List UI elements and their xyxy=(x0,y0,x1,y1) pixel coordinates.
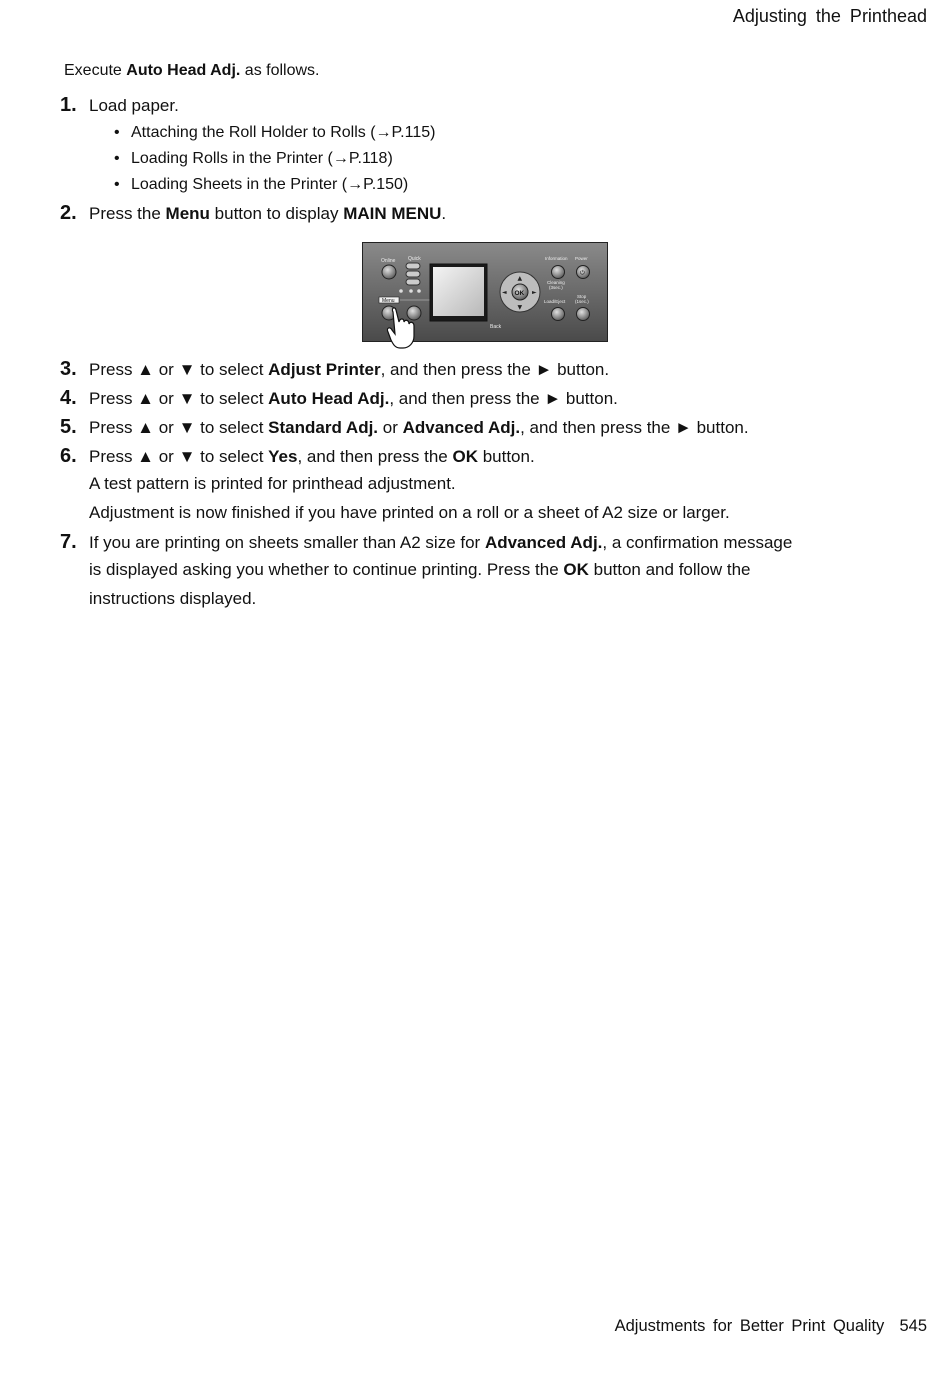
status-lamp xyxy=(409,289,413,293)
step-text: , and then press the xyxy=(297,447,453,466)
step-3 xyxy=(60,358,609,381)
online-label: Online xyxy=(381,258,396,264)
arrow-up-icon: ▲ xyxy=(517,275,523,282)
page-footer xyxy=(615,1317,927,1336)
quick-button-1[interactable] xyxy=(406,263,420,269)
step-text: button to display xyxy=(209,204,344,223)
bullet-icon: • xyxy=(114,176,120,193)
power-label: Power xyxy=(575,256,588,261)
step-6-note: A test pattern is printed for printhead adjustment. xyxy=(89,474,456,493)
list-item-text: Loading Sheets in the Printer (→P.150) xyxy=(131,176,409,193)
step-1 xyxy=(60,94,179,117)
step-bold: Yes xyxy=(268,447,298,466)
list-item-text: Loading Rolls in the Printer (→P.118) xyxy=(131,150,393,167)
step-bold: OK xyxy=(563,560,589,579)
list-item xyxy=(114,150,393,168)
stop-button[interactable] xyxy=(577,308,590,321)
load-eject-button[interactable] xyxy=(552,308,565,321)
stop-label: Stop xyxy=(577,294,587,299)
intro-pre: Execute xyxy=(64,62,127,79)
status-lamp xyxy=(399,289,403,293)
step-text: is displayed asking you whether to continue printing. Press the xyxy=(89,560,564,579)
intro-text xyxy=(64,62,319,80)
step-6 xyxy=(60,445,535,468)
step-bold: Standard Adj. xyxy=(268,418,379,437)
step-text: Load paper. xyxy=(89,96,179,115)
step-bold: MAIN MENU xyxy=(343,204,442,223)
menu-label: Menu xyxy=(382,298,395,304)
step-bold: Auto Head Adj. xyxy=(268,389,390,408)
page-header-title: Adjusting the Printhead xyxy=(732,6,927,26)
step-text: , and then press the ► button. xyxy=(520,418,749,437)
back-button[interactable] xyxy=(407,306,421,320)
cleaning-label: Cleaning xyxy=(547,280,565,285)
status-lamp xyxy=(417,289,421,293)
bullet-icon: • xyxy=(114,150,120,167)
step-7-continuation xyxy=(89,560,751,580)
intro-post: as follows. xyxy=(240,62,320,79)
step-4 xyxy=(60,387,618,410)
step-2 xyxy=(60,202,446,225)
step-bold: Menu xyxy=(165,204,210,223)
stop-sub-label: (1sec.) xyxy=(575,299,589,304)
step-text: , and then press the ► button. xyxy=(389,389,618,408)
quick-button-3[interactable] xyxy=(406,279,420,285)
list-item xyxy=(114,124,435,142)
step-text: , a confirmation message xyxy=(602,533,793,552)
step-number: 5. xyxy=(60,416,77,438)
page-number: 545 xyxy=(899,1317,927,1335)
arrow-right-icon: ► xyxy=(532,289,537,296)
bullet-icon: • xyxy=(114,124,120,141)
control-panel-illustration xyxy=(362,242,608,342)
step-text: Press ▲ or ▼ to select xyxy=(89,447,269,466)
step-bold: Advanced Adj. xyxy=(402,418,521,437)
step-5 xyxy=(60,416,749,439)
ok-label: OK xyxy=(514,290,525,297)
information-button[interactable] xyxy=(552,266,565,279)
step-text: button and follow the xyxy=(588,560,751,579)
step-text: Press ▲ or ▼ to select xyxy=(89,360,269,379)
step-7-continuation: instructions displayed. xyxy=(89,589,257,608)
step-text: Press the xyxy=(89,204,166,223)
list-item-text: Attaching the Roll Holder to Rolls (→P.115) xyxy=(131,124,436,141)
information-label: Information xyxy=(545,256,568,261)
list-item xyxy=(114,176,408,194)
load-eject-label: Load/Eject xyxy=(544,299,566,304)
step-bold: OK xyxy=(452,447,478,466)
step-number: 4. xyxy=(60,387,77,409)
step-text: Press ▲ or ▼ to select xyxy=(89,418,269,437)
intro-bold: Auto Head Adj. xyxy=(126,62,241,79)
step-text: button. xyxy=(477,447,535,466)
step-text: or xyxy=(378,418,403,437)
step-number: 6. xyxy=(60,445,77,467)
step-number: 1. xyxy=(60,94,77,116)
step-text: , and then press the ► button. xyxy=(380,360,610,379)
footer-section-title: Adjustments for Better Print Quality xyxy=(614,1317,885,1335)
step-7 xyxy=(60,531,792,554)
step-number: 7. xyxy=(60,531,77,553)
cleaning-sub-label: (3sec.) xyxy=(549,285,563,290)
step-text: Press ▲ or ▼ to select xyxy=(89,389,269,408)
online-button[interactable] xyxy=(382,265,396,279)
arrow-down-icon: ▼ xyxy=(517,304,523,311)
control-panel-svg xyxy=(362,242,608,352)
step-text: . xyxy=(441,204,447,223)
quick-button-2[interactable] xyxy=(406,271,420,277)
step-6-note: Adjustment is now finished if you have printed on a roll or a sheet of A2 size or larger. xyxy=(89,503,730,522)
step-bold: Adjust Printer xyxy=(268,360,381,379)
display-screen xyxy=(433,267,484,316)
power-icon: ⏻ xyxy=(580,269,585,277)
back-label: Back xyxy=(490,324,502,330)
step-text: If you are printing on sheets smaller than A2 size for xyxy=(89,533,485,552)
arrow-left-icon: ◄ xyxy=(502,289,507,296)
step-bold: Advanced Adj. xyxy=(484,533,603,552)
step-number: 2. xyxy=(60,202,77,224)
quick-label: Quick xyxy=(408,256,421,262)
step-number: 3. xyxy=(60,358,77,380)
